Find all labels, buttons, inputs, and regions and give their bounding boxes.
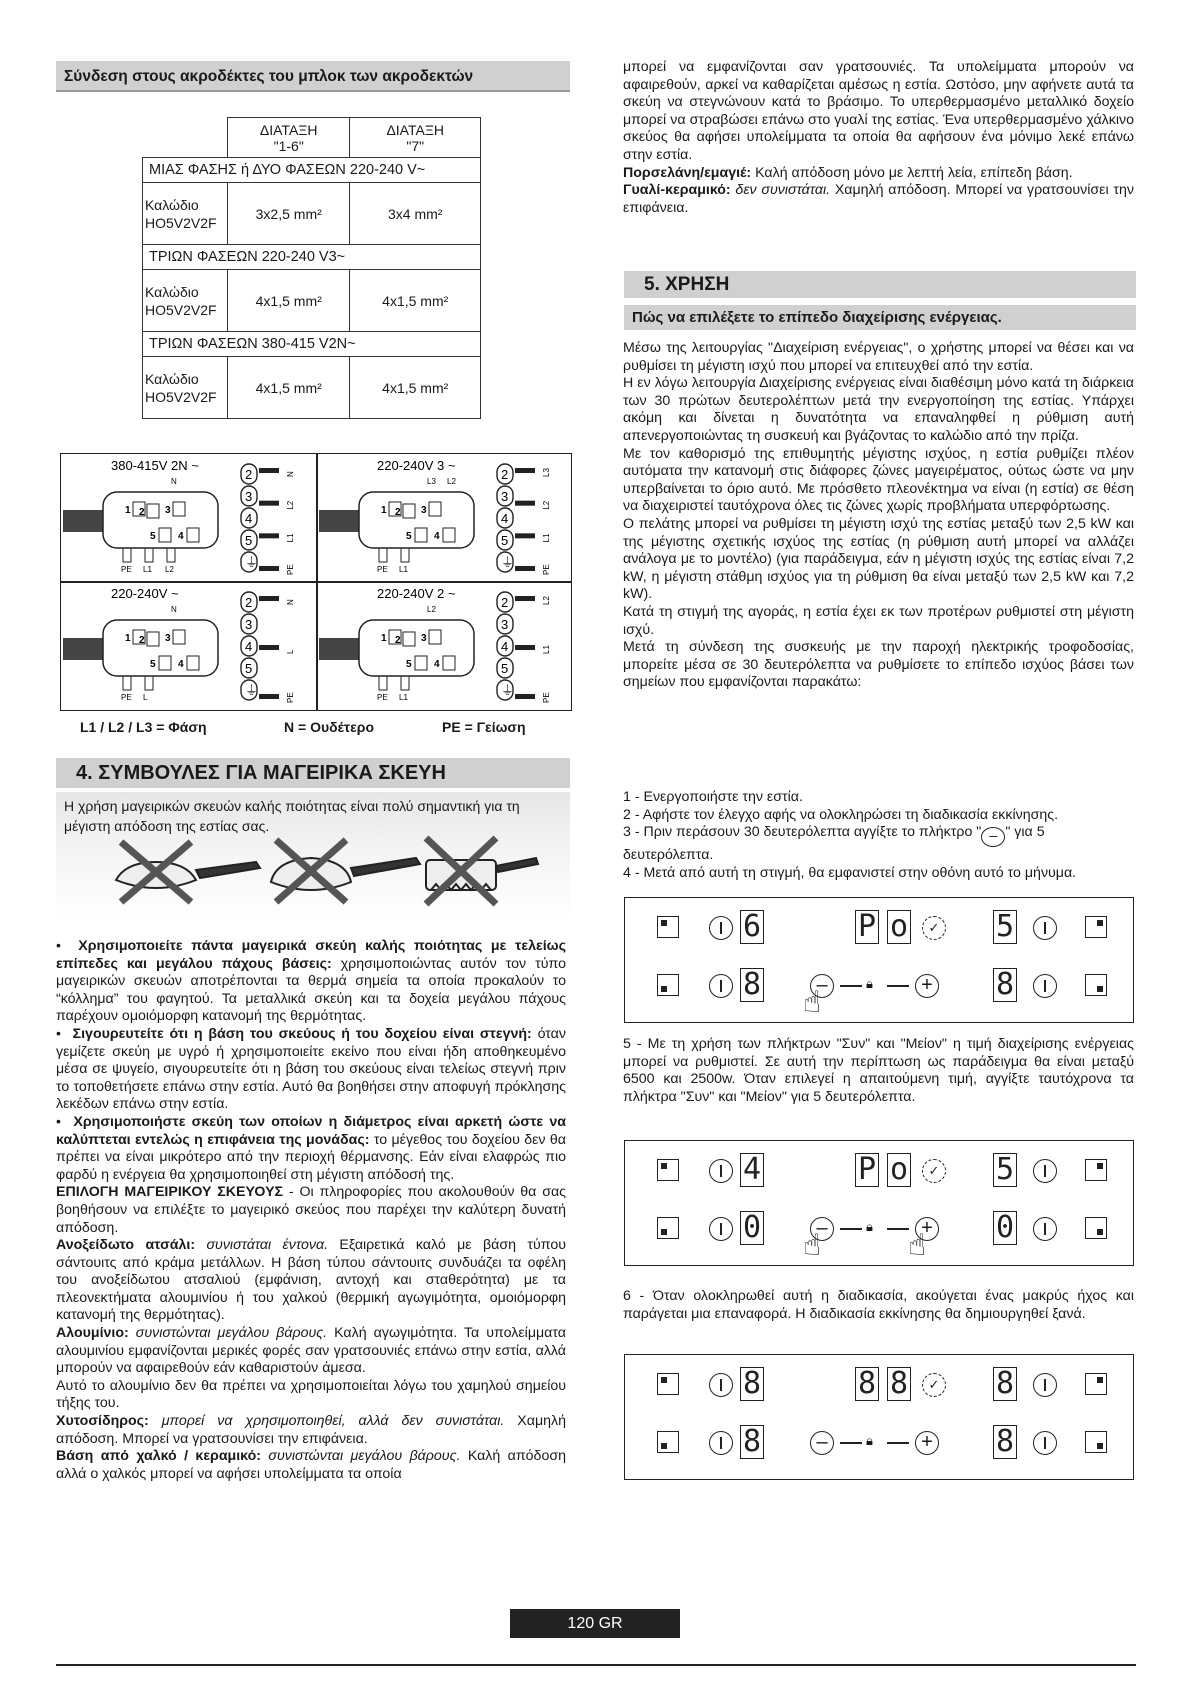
wire-bar [515,533,535,538]
gc-text: Χαμηλή απόδοση. Μπορεί να γρατσουνίσει την επιφάνεια. [623,182,1134,216]
display-digit: 8 [993,968,1017,1002]
zone-indicator-icon [1085,916,1107,938]
cable-hatch [319,510,359,532]
indicator-dot-icon [661,1229,667,1235]
cable-label: Καλώδιο HO5V2V2F [143,183,228,245]
para-3: Με τον καθορισμό της επιθυμητής μέγιστης ισχύος, η εστία ρυθμίζει πλέον αυτόματα την κατανομή στις διάφορες ζώνες μαγειρέματος, ούτως ώστε να μην υπερβαίνεται το όριο αυτό. Με πρόσθετο πλεονέκτημα να είναι (η εστία) σε θέση να διαχειριστεί ταυτόχρονα όλες τις ζώνες χωρίς προβλήματα υπερφόρτωσης. [623,445,1134,515]
key-connector-line [840,1228,862,1230]
bullet-2-text: όταν γεμίζετε σκεύη με υγρό ή χρησιμοποιείτε εκείνο που είναι ήδη αποθηκευμένο μέσα σε ψυγείο, σιγουρευτείτε ότι η βάση του σκεύους είναι τελείως στεγνή πριν το τοποθετήσετε επάνω στην εστία. Αυτό θα βοηθήσει στην αποφυγή πρόκλησης λεκέδων επάνω στην εστία. [56,1025,566,1113]
section5-title: 5. ΧΡΗΣΗ [644,274,730,295]
zone-indicator-icon [657,1431,679,1453]
bullet-3: • Χρησιμοποιήστε σκεύη των οποίων η διάμετρος είναι αρκετή ώστε να καλύπτεται εντελώς η επιφάνεια της μονάδας: το μέγεθος του δοχείου δεν θα πρέπει να είναι μικρότερο από την περιοχή θέρμανσης. Εάν είναι ελαφρώς πιο φαρδύ η ενέργεια θα χρησιμοποιηθεί στη μέγιστη απόδοσή της. [56,1113,567,1183]
plus-key-icon: + [915,1217,939,1241]
wire-bar [259,694,279,699]
wiring-cell [317,454,571,580]
plus-key-icon: + [915,1431,939,1455]
circled-number-text: 2 [501,467,509,482]
wire-label-bottom: PE [377,565,388,574]
terminal-leg [379,548,387,562]
terminal-leg [145,548,153,562]
wire-label-side: PE [542,692,551,703]
stainless-steel [56,1237,566,1325]
para-5: Κατά τη στιγμή της αγοράς, η εστία έχει εκ των προτέρων ρυθμιστεί στη μέγιστη ισχύ. [623,603,1134,638]
display-digit: 0 [993,1211,1017,1245]
page-number-text: 120 GR [567,1615,623,1632]
terminal-number: 1 [381,505,387,516]
step-3 [623,824,1134,865]
terminal-leg [379,676,387,690]
wire-label-bottom: PE [377,693,388,702]
circled-number-text: ⏚ [245,555,259,570]
page-number [510,1609,680,1638]
finger-press-icon: ☝ [908,1229,927,1262]
section5-body [623,340,1134,692]
terminal-leg [401,676,409,690]
wiring-voltage-label: 220-240V ~ [111,586,179,601]
steps-1-4 [623,789,1134,882]
display-digit: o [887,910,911,944]
wiring-diagrams [60,453,572,711]
ss-bold: Ανοξείδωτο ατσάλι: [56,1237,196,1254]
bullet-1: • Χρησιμοποιείτε πάντα μαγειρικά σκεύη καλής ποιότητας με τελείως επίπεδες και μεγάλου πάχους βάσεις: χρησιμοποιώντας αυτόν τον τύπο μαγειρικών σκευών αποτρέπονται τα θερμά σημεία τα οποία προκαλούν το “κόλλημα” του φαγητού. Τα μεταλλικά σκεύη και τα δοχεία μεγάλου πάχους παρέχουν ομοιόμορφη κατανομή της θερμότητας. [56,938,566,1025]
section4-heading [56,758,570,788]
step-2: 2 - Αφήστε τον έλεγχο αφής να ολοκληρώσει τη διαδικασία εκκίνησης. [623,806,1059,823]
plus-key-icon: + [915,974,939,998]
indicator-dot-icon [661,1443,667,1449]
wire-bar [515,645,535,650]
terminal-heading [56,61,570,92]
display-digit: o [887,1153,911,1187]
aluminium-note: Αυτό το αλουμίνιο δεν θα πρέπει να χρησιμοποιείται λόγω του χαμηλού σημείου τήξης του. [56,1377,566,1412]
ci-text: Χαμηλή απόδοση. Μπορεί να γρατσουνίσει την επιφάνεια. [56,1413,566,1447]
terminal-number: 5 [406,531,412,542]
bad-pans-illustration [96,832,556,912]
legend-phase: L1 / L2 / L3 = Φάση [80,719,207,735]
section5-heading [624,271,1136,298]
legend [80,719,580,739]
lock-icon: 🔒︎ [866,1433,873,1448]
bullet-3-bold: Χρησιμοποιήστε σκεύη των οποίων η διάμετρος είναι αρκετή ώστε να καλύπτεται εντελώς η επιφάνεια της μονάδας: [56,1113,566,1148]
terminal-screw [443,656,455,670]
terminal-screw [173,502,185,516]
zone-indicator-icon [1085,1217,1107,1239]
control-panel-step5 [624,1140,1134,1266]
wire-label-top: N [171,605,177,614]
wire-label-side: PE [542,564,551,575]
cable-size-7: 3x4 mm² [350,183,481,245]
finger-press-icon: ☝ [803,986,822,1019]
key-connector-line [887,1228,909,1230]
zone-power-icon [709,1373,733,1397]
choice-bold: ΕΠΙΛΟΓΗ ΜΑΓΕΙΡΙΚΟΥ ΣΚΕΥΟΥΣ [56,1184,284,1201]
terminal-number: 4 [178,531,184,542]
wiring-voltage-label: 380-415V 2N ~ [111,458,199,473]
terminal-screw [403,504,415,518]
ss-italic: συνιστάται έντονα. [195,1237,329,1254]
zone-indicator-icon [657,1373,679,1395]
display-digit: 8 [993,1425,1017,1459]
terminal-number: 1 [125,633,131,644]
wiring-voltage-label: 220-240V 2 ~ [377,586,456,601]
zone-power-icon [709,974,733,998]
cable-label: Καλώδιο HO5V2V2F [143,270,228,332]
circled-number-text: 5 [501,533,509,548]
bullet-3-text: το μέγεθος του δοχείου δεν θα πρέπει να είναι μικρότερο από την περιοχή θέρμανσης. Εάν είναι ελαφρώς πιο φαρδύ η ενέργεια θα χρησιμοποιηθεί στη μέγιστη απόδοσή της. [56,1131,567,1183]
zone-power-icon [1033,916,1057,940]
cable-hatch [63,510,103,532]
terminal-number: 3 [421,633,427,644]
terminal-number: 3 [165,505,171,516]
circled-number-text: 5 [245,661,253,676]
zone-indicator-icon [1085,1159,1107,1181]
wire-label-side: L1 [542,645,551,654]
terminal-screw [429,630,441,644]
control-panel-step4 [624,897,1134,1023]
display-digit: 8 [740,968,764,1002]
display-digit: 0 [740,1211,764,1245]
zone-indicator-icon [657,1217,679,1239]
wire-label-top: N [171,477,177,486]
wire-bar [259,566,279,571]
indicator-dot-icon [661,920,667,926]
terminal-leg [145,676,153,690]
zone-power-icon [709,1431,733,1455]
terminal-leg [401,548,409,562]
wiring-schematic [61,454,315,580]
wire-bar [259,533,279,538]
wiring-cell [61,454,315,580]
wiring-cell [317,582,571,708]
wire-label-bottom: L2 [165,565,174,574]
wire-label-top: L2 [447,477,456,486]
cu-italic: συνιστώνται μεγάλου βάρους. [261,1448,461,1465]
step-3-b: " για 5 δευτερόλεπτα. [623,824,1045,864]
cu-text: Καλή απόδοση αλλά ο χαλκός μπορεί να αφήσει υπολείμματα τα οποία [56,1448,566,1482]
wiring-schematic [317,454,571,580]
circled-number-text: 3 [501,489,509,504]
pan-2-crossed-icon [271,840,420,902]
display-digit: P [855,910,879,944]
indicator-dot-icon [1097,1377,1103,1383]
zone-power-icon [1033,1373,1057,1397]
circled-number-text: 2 [501,595,509,610]
circled-number-text: ⏚ [245,683,259,698]
copper-continued: μπορεί να εμφανίζονται σαν γρατσουνιές. Τα υπολείμματα μπορούν να αφαιρεθούν, αρκεί να καθαρίζεται αμέσως η εστία. Ωστόσο, μην αφήνετε αυτά τα σκεύη να στεγνώνουν κατά το βράσιμο. Το υπερθερμασμένο μεταλλικό δοχείο μπορεί να στραβώσει επάνω στο γυαλί της εστίας. Ένα υπερθερμασμένο χάλκινο σκεύος θα αφήσει υπολείμματα τα οποία θα αφήσουν ένα μόνιμο λεκέ επάνω στην εστία. [623,59,1134,163]
wire-label-side: L1 [286,533,295,543]
zone-indicator-icon [1085,1373,1107,1395]
circled-number-text: 5 [245,533,253,548]
al-bold: Αλουμίνιο: [56,1325,129,1342]
bullet-1-text: χρησιμοποιώντας αυτόν τον τύπο μαγειρικών σκευών αποτρέπονται τα θερμά σημεία τα οποία προκαλούν το “κόλλημα” του φαγητού. Τα μεταλλικά σκεύη και τα δοχεία μεγάλου πάχους παρέχουν ομοιόμορφη κατανομή της θερμότητας. [56,955,566,1025]
ci-italic: μπορεί να χρησιμοποιηθεί, αλλά δεν συνιστάται. [148,1413,505,1430]
wire-label-side: L2 [286,500,295,510]
bullet-1-bold: Χρησιμοποιείτε πάντα μαγειρικά σκεύη καλής ποιότητας με τελείως επίπεδες και μεγάλου πάχους βάσεις: [56,938,566,972]
wire-label-top: L2 [427,605,436,614]
zone-power-icon [1033,974,1057,998]
zone-indicator-icon [657,1159,679,1181]
display-digit: 8 [740,1425,764,1459]
zone-power-icon [1033,1159,1057,1183]
circled-number-text: ⏚ [501,683,515,698]
circled-number-text: 4 [501,639,509,654]
cable-table [142,117,481,419]
wire-bar [515,694,535,699]
por-bold: Πορσελάνη/εμαγιέ: [623,164,752,181]
wire-bar [515,501,535,506]
key-connector-line [887,985,909,987]
terminal-number: 3 [421,505,427,516]
control-panel-step6 [624,1354,1134,1480]
terminal-number: 2 [395,507,401,518]
terminal-leg [123,548,131,562]
wiring-schematic [317,582,571,708]
right-top-text [623,59,1134,217]
group-header: ΜΙΑΣ ΦΑΣΗΣ ή ΔΥΟ ΦΑΣΕΩΝ 220-240 V~ [143,158,481,183]
wiring-voltage-label: 220-240V 3 ~ [377,458,456,473]
zone-indicator-icon [657,916,679,938]
cookware-intro: Η χρήση μαγειρικών σκευών καλής ποιότητας είναι πολύ σημαντική για τη μέγιστη απόδοση της εστίας σας. [64,798,520,834]
zone-indicator-icon [1085,1431,1107,1453]
wire-label-bottom: PE [121,565,132,574]
key-connector-line [887,1442,909,1444]
cu-bold: Βάση από χαλκό / κεραμικό: [56,1448,262,1465]
group-header: ΤΡΙΩΝ ΦΑΣΕΩΝ 380-415 V2N~ [143,332,481,357]
indicator-dot-icon [1097,1163,1103,1169]
terminal-number: 2 [395,635,401,646]
cookware-intro-box [56,792,570,922]
display-digit: 6 [740,910,764,944]
pan-3-crossed-icon [426,838,538,904]
glass-ceramic [623,182,1134,217]
terminal-number: 5 [150,659,156,670]
terminal-number: 1 [381,633,387,644]
wire-bar [515,596,535,601]
zone-indicator-icon [657,974,679,996]
timer-icon: ✓ [922,1159,946,1183]
circled-number-text: 5 [501,661,509,676]
lock-icon: 🔒︎ [866,976,873,991]
section5-subtitle: Πώς να επιλέξετε το επίπεδο διαχείρισης ενέργειας. [632,309,1002,326]
ci-bold: Χυτοσίδηρος: [56,1413,149,1430]
zone-power-icon [709,1159,733,1183]
terminal-screw [429,502,441,516]
terminal-number: 1 [125,505,131,516]
key-connector-line [840,985,862,987]
terminal-screw [159,528,171,542]
terminal-screw [173,630,185,644]
cable-hatch [63,638,103,660]
wiring-schematic [61,582,315,708]
wire-label-side: PE [286,692,295,703]
al-text: Καλή αγωγιμότητα. Τα υπολείμματα αλουμινίου εμφανίζονται μερικές φορές σαν γρατσουνιές επάνω στην εστία, αλλά μπορούν να αφαιρεθούν εάν καθαριστούν άμεσα. [56,1325,566,1377]
zone-power-icon [1033,1217,1057,1241]
bullet-2: • Σιγουρευτείτε ότι η βάση του σκεύους ή του δοχείου είναι στεγνή: όταν γεμίζετε σκεύη με υγρό ή χρησιμοποιείτε εκείνο που είναι ήδη αποθηκευμένο μέσα σε ψυγείο, σιγουρευτείτε ότι η βάση του σκεύους είναι τελείως στεγνή πριν το τοποθετήσετε επάνω στην εστία. Αυτό θα βοηθήσει στην αποφυγή πρόκλησης λεκέδων επάνω στην εστία. [56,1025,566,1113]
section4-body [56,938,566,1483]
wire-label-side: L2 [542,500,551,510]
wire-label-side: PE [286,564,295,575]
terminal-number: 5 [406,659,412,670]
terminal-number: 2 [139,507,145,518]
copper [56,1448,566,1483]
pan-1-crossed-icon [116,842,260,902]
step-5: 5 - Με τη χρήση των πλήκτρων "Συν" και "Μείον" η τιμή διαχείρισης ενέργειας μπορεί να ρυθμιστεί. Σε αυτή την περίπτωση ως παράδειγμα θα είναι μεταξύ 6500 και 2500w. Όταν επιλεγεί η απαιτούμενη τιμή, αγγίξτε ταυτόχρονα τα πλήκτρα "Συν" και "Μείον" για 5 δευτερόλεπτα. [623,1036,1134,1105]
wire-bar [259,468,279,473]
zone-indicator-icon [1085,974,1107,996]
section4-title: 4. ΣΥΜΒΟΥΛΕΣ ΓΙΑ ΜΑΓΕΙΡΙΚΑ ΣΚΕΥΗ [76,762,446,784]
wire-label-bottom: L1 [143,565,152,574]
terminal-title: Σύνδεση στους ακροδέκτες του μπλοκ των ακροδεκτών [64,68,474,85]
legend-neutral: N = Ουδέτερο [284,719,375,735]
section5-subheading [624,305,1136,330]
por-text: Καλή απόδοση μόνο με λεπτή λεία, επίπεδη βάση. [751,164,1073,181]
step-1: 1 - Ενεργοποιήστε την εστία. [623,789,803,805]
para-6: Μετά τη σύνδεση της συσκευής με την παροχή ηλεκτρικής τροφοδοσίας, μπορείτε μέσα σε 30 δευτερόλεπτα να ρυθμίσετε το επίπεδο ισχύος βάσει των σημείων που εμφανίζονται παρακάτω: [623,639,1134,691]
minus-key-icon: – [981,827,1005,847]
terminal-screw [147,632,159,646]
cable-size-7: 4x1,5 mm² [350,357,481,419]
circled-number-text: 3 [245,617,253,632]
wire-label-bottom: L [143,693,148,702]
terminal-screw [415,528,427,542]
aluminium [56,1325,566,1378]
wire-bar [259,501,279,506]
cable-label: Καλώδιο HO5V2V2F [143,357,228,419]
display-digit: 8 [740,1367,764,1401]
choice-text: - Οι πληροφορίες που ακολουθούν θα σας βοηθήσουν να επιλέξτε το μαγειρικό σκεύος που παρέχει την καλύτερη δυνατή απόδοση. [56,1184,566,1236]
indicator-dot-icon [1097,986,1103,992]
circled-number-text: 4 [501,511,509,526]
step-3-a: 3 - Πριν περάσουν 30 δευτερόλεπτα αγγίξτε το πλήκτρο " [623,824,982,841]
minus-key-icon: – [810,1217,834,1241]
wire-label-side: L3 [542,468,551,477]
bullet-2-bold: Σιγουρευτείτε ότι η βάση του σκεύους ή του δοχείου είναι στεγνή: [72,1025,532,1042]
display-digit: 4 [740,1153,764,1187]
wire-bar [259,645,279,650]
step-6: 6 - Όταν ολοκληρωθεί αυτή η διαδικασία, ακούγεται ένας μακρύς ήχος και παράγεται μια επαναφορά. Η διαδικασία εκκίνησης θα δημιουργηθεί ξανά. [623,1288,1134,1322]
ss-text: Εξαιρετικά καλό με βάση τύπου σάντουιτς από κράμα μετάλλων. Η βάση τύπου σάντουιτς συνδυάζει τα οφέλη του ανοξείδωτου ατσαλιού (εμφάνιση, αντοχή και σταθερότητα) με τα πλεονεκτήματα αλουμινίου ή του χαλκού (θερμική αγωγιμότητα, ομοιόμορφη κατανομή της θερμότητας). [56,1237,566,1324]
lock-icon: 🔒︎ [866,1219,873,1234]
al-italic: συνιστώνται μεγάλου βάρους. [128,1325,328,1342]
terminal-number: 5 [150,531,156,542]
wire-label-bottom: PE [121,693,132,702]
display-digit: P [855,1153,879,1187]
cable-size-7: 4x1,5 mm² [350,270,481,332]
wire-label-top: L3 [427,477,436,486]
cable-size-1-6: 4x1,5 mm² [227,357,350,419]
timer-icon: ✓ [922,916,946,940]
circled-number-text: ⏚ [501,555,515,570]
terminal-leg [123,676,131,690]
gc-italic: δεν συνιστάται. [730,182,831,199]
indicator-dot-icon [661,1163,667,1169]
zone-power-icon [709,916,733,940]
step-4: 4 - Μετά από αυτή τη στιγμή, θα εμφανιστεί στην οθόνη αυτό το μήνυμα. [623,864,1077,881]
gc-bold: Γυαλί-κεραμικό: [623,182,731,199]
display-digit: 8 [887,1367,911,1401]
circled-number-text: 2 [245,595,253,610]
circled-number-text: 3 [245,489,253,504]
terminal-leg [167,548,175,562]
terminal-screw [187,656,199,670]
terminal-number: 3 [165,633,171,644]
indicator-dot-icon [661,986,667,992]
zone-power-icon [709,1217,733,1241]
indicator-dot-icon [1097,920,1103,926]
footer-rule [56,1664,1136,1666]
cable-hatch [319,638,359,660]
wire-label-side: L [286,649,295,654]
circled-number-text: 2 [245,467,253,482]
cast-iron [56,1413,566,1448]
indicator-dot-icon [1097,1229,1103,1235]
wire-bar [515,468,535,473]
circled-number-text: 4 [245,511,253,526]
cookware-choice [56,1184,566,1237]
indicator-dot-icon [1097,1443,1103,1449]
legend-earth: PE = Γείωση [442,719,526,735]
indicator-dot-icon [661,1377,667,1383]
terminal-screw [415,656,427,670]
wire-bar [515,566,535,571]
display-digit: 8 [855,1367,879,1401]
wire-label-bottom: L1 [399,693,408,702]
terminal-number: 2 [139,635,145,646]
terminal-screw [443,528,455,542]
wire-label-side: N [286,599,295,605]
minus-key-icon: – [810,974,834,998]
wire-label-bottom: L1 [399,565,408,574]
circled-number-text: 4 [245,639,253,654]
para-1: Μέσω της λειτουργίας "Διαχείριση ενέργειας", ο χρήστης μπορεί να θέσει και να ρυθμίσει τη μέγιστη ισχύ που μπορεί να επιτευχθεί από την εστία. [623,340,1134,374]
terminal-screw [159,656,171,670]
display-digit: 5 [993,1153,1017,1187]
cable-size-1-6: 4x1,5 mm² [227,270,350,332]
zone-power-icon [1033,1431,1057,1455]
wire-label-side: N [286,471,295,477]
terminal-screw [187,528,199,542]
para-2: Η εν λόγω λειτουργία Διαχείρισης ενέργειας είναι διαθέσιμη μόνο κατά τη διάρκεια των 30 πρώτων δευτερολέπτων μετά την ενεργοποίηση της εστίας. Υπάρχει ακόμη και δίνεται η δυνατότητα να επαναληφθεί η ρύθμιση αυτή απενεργοποιώντας τη συσκευή και βγάζοντας το καλώδιο από την πρίζα. [623,375,1134,444]
wire-bar [259,596,279,601]
para-4: Ο πελάτης μπορεί να ρυθμίσει τη μέγιστη ισχύ της εστίας μεταξύ των 2,5 kW και της μέγιστης σχετικής ισχύος της εστίας (η ρύθμιση αυτή μπορεί να αλλάζει ανάλογα με το μοντέλο) (για παράδειγμα, εάν η μέγιστη ισχύς της εστίας είναι 7,2 kW, η μέγιστη στάθμη ισχύος για τη ρύθμιση θα είναι μεταξύ των 2,5 kW και 7,2 kW). [623,515,1134,603]
minus-key-icon: – [810,1431,834,1455]
timer-icon: ✓ [922,1373,946,1397]
wire-label-side: L2 [542,596,551,605]
terminal-screw [147,504,159,518]
group-header: ΤΡΙΩΝ ΦΑΣΕΩΝ 220-240 V3~ [143,245,481,270]
cable-size-1-6: 3x2,5 mm² [227,183,350,245]
key-connector-line [840,1442,862,1444]
terminal-screw [403,632,415,646]
col-header-1-6: ΔΙΑΤΑΞΗ "1-6" [227,118,350,158]
circled-number-text: 3 [501,617,509,632]
terminal-number: 4 [178,659,184,670]
terminal-number: 4 [434,531,440,542]
wiring-cell [61,582,315,708]
finger-press-icon: ☝ [803,1229,822,1262]
display-digit: 8 [993,1367,1017,1401]
display-digit: 5 [993,910,1017,944]
porcelain [623,165,1134,183]
col-header-7: ΔΙΑΤΑΞΗ "7" [350,118,481,158]
terminal-number: 4 [434,659,440,670]
wire-label-side: L1 [542,533,551,543]
